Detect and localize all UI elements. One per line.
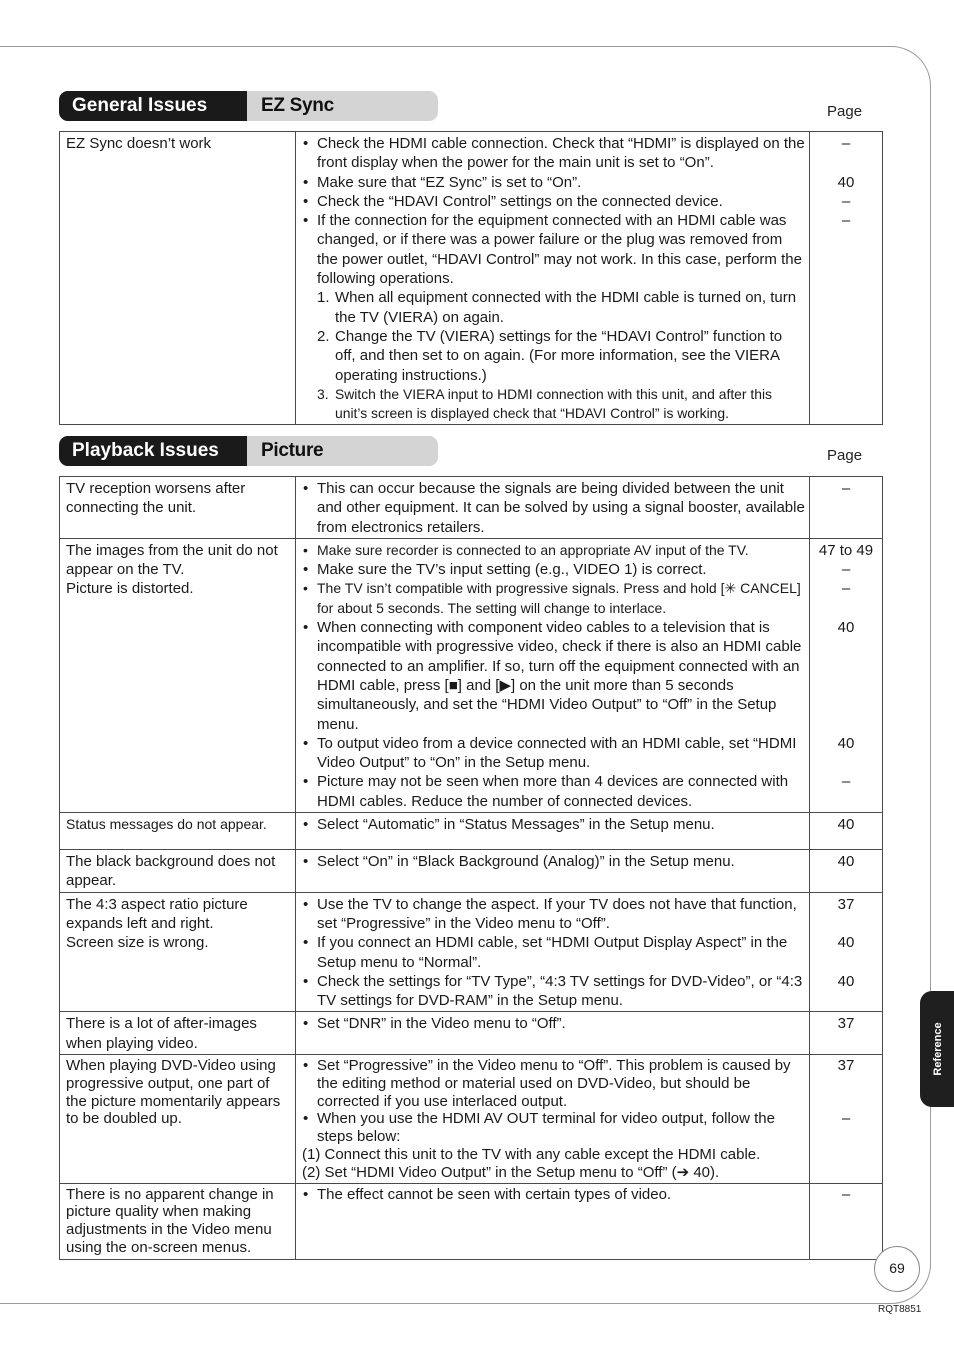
- symptom-text: The black background does not appear.: [66, 853, 276, 890]
- page-cell: [810, 1012, 883, 1055]
- table-row: [60, 132, 883, 425]
- page-ref: [812, 695, 880, 714]
- symptom-cell: [60, 1183, 296, 1259]
- symptom-text: TV reception worsens after connecting the unit.: [66, 480, 246, 517]
- solution-item: • The TV isn’t compatible with progressive signals. Press and hold [✳ CANCEL] for about 5 seconds. The setting will change to interlace.: [302, 579, 805, 618]
- page-ref: 47 to 49: [818, 541, 874, 559]
- section-subcategory: EZ Sync: [261, 95, 334, 116]
- solution-cell: [296, 477, 810, 539]
- page-ref: [812, 599, 880, 618]
- section-category: General Issues: [59, 91, 247, 121]
- page-ref: 40: [837, 816, 855, 834]
- page-cell: [810, 477, 883, 539]
- symptom-text: The images from the unit do not appear on the TV.: [66, 541, 278, 579]
- table-row: [60, 1055, 883, 1184]
- page-ref: 40: [837, 173, 855, 191]
- page-ref: –: [841, 135, 851, 152]
- symptom-cell: [60, 1012, 296, 1055]
- table-row: [60, 850, 883, 893]
- page-ref: [812, 637, 880, 656]
- ez-sync-table: [59, 131, 883, 425]
- solution-item-text: • When you use the HDMI AV OUT terminal for video output, follow the steps below:: [317, 1110, 775, 1146]
- solution-cell: [296, 813, 810, 850]
- page-ref: [812, 676, 880, 695]
- page-number: 69: [874, 1246, 920, 1292]
- solution-cell: [296, 1055, 810, 1184]
- solution-cell: [296, 1012, 810, 1055]
- solution-list: [302, 1014, 805, 1033]
- symptom-text: When playing DVD-Video using progressive output, one part of the picture momentarily appears to be doubled up.: [66, 1057, 281, 1128]
- page-ref: 37: [837, 1057, 855, 1075]
- page-ref: –: [841, 480, 851, 497]
- symptom-text: There is a lot of after-images when playing video.: [66, 1015, 257, 1052]
- solution-item: • Select “Automatic” in “Status Messages” in the Setup menu.: [302, 815, 805, 834]
- step-text: Switch the VIERA input to HDMI connection with this unit, and after this unit’s screen is displayed check that “HDAVI Control” is working.: [335, 385, 772, 422]
- symptom-text: Status messages do not appear.: [66, 816, 267, 833]
- symptom-cell: [60, 850, 296, 893]
- solution-item: • Set “Progressive” in the Video menu to “Off”. This problem is caused by the editing method or material used on DVD-Video, but should be corrected if you use interlaced output.: [302, 1057, 805, 1110]
- solution-list: [302, 1057, 805, 1146]
- page-ref: –: [841, 212, 851, 230]
- page-ref: [812, 1093, 880, 1111]
- table-row: [60, 1012, 883, 1055]
- table-row: [60, 538, 883, 812]
- table-row: [60, 892, 883, 1012]
- page-ref: [812, 715, 880, 734]
- page-ref: –: [841, 773, 851, 791]
- solution-item: • Set “DNR” in the Video menu to “Off”.: [302, 1014, 805, 1033]
- table-row: [60, 813, 883, 850]
- page-ref: [812, 657, 880, 676]
- symptom-cell: [60, 477, 296, 539]
- solution-list: [302, 815, 805, 834]
- sub-step-line: (2) Set “HDMI Video Output” in the Setup menu to “Off” (➔ 40).: [302, 1163, 720, 1181]
- solution-list: [302, 852, 805, 871]
- page-ref: 37: [837, 895, 855, 913]
- page-cell: [810, 1055, 883, 1184]
- page-ref: [812, 953, 880, 972]
- solution-list: [302, 541, 805, 811]
- page-cell: [810, 538, 883, 812]
- step-item: [317, 385, 805, 424]
- solution-item: • Make sure the TV’s input setting (e.g., VIDEO 1) is correct.: [302, 560, 805, 579]
- solution-item: • Use the TV to change the aspect. If your TV does not have that function, set “Progressive” in the Video menu to “Off”.: [302, 895, 805, 934]
- page-ref: –: [841, 580, 851, 598]
- solution-item: • Select “On” in “Black Background (Analog)” in the Setup menu.: [302, 852, 805, 871]
- solution-cell: [296, 1183, 810, 1259]
- solution-item: • Check the “HDAVI Control” settings on the connected device.: [302, 192, 805, 211]
- document-code: RQT8851: [878, 1304, 922, 1315]
- page-cell: [810, 850, 883, 893]
- step-item: [317, 327, 805, 385]
- page-ref: 40: [837, 619, 855, 637]
- solution-item-text: • If the connection for the equipment connected with an HDMI cable was changed, or if there was a power failure or the plug was removed from the power outlet, “HDAVI Control” may not work. In this case, perform the following operations.: [317, 212, 802, 288]
- solution-list: [302, 1186, 805, 1204]
- section-category: Playback Issues: [59, 436, 247, 466]
- page-ref: –: [841, 192, 851, 210]
- symptom-text: Screen size is wrong.: [66, 934, 209, 952]
- picture-table: [59, 476, 883, 1260]
- page-ref: 40: [837, 934, 855, 952]
- symptom-text: The 4:3 aspect ratio picture expands left and right.: [66, 895, 248, 932]
- steps-list: [317, 288, 805, 423]
- page-ref: [812, 153, 880, 172]
- section-subcategory: Picture: [261, 440, 324, 461]
- section-header-general-issues: [59, 91, 438, 121]
- page-ref: [812, 753, 880, 772]
- page-ref: 40: [837, 972, 855, 990]
- step-text: Change the TV (VIERA) settings for the “HDAVI Control” function to off, and then set to on again. (For more information, see the VIERA operating instructions.): [335, 327, 783, 384]
- symptom-cell: [60, 813, 296, 850]
- solution-item: • When connecting with component video cables to a television that is incompatible with progressive video, check if there is also an HDMI cable connected to an amplifier. If so, turn off the equipment connected with an HDMI cable, press [■] and [▶] on the unit more than 5 seconds simultaneously, and set the “HDMI Video Output” to “Off” in the Setup menu.: [302, 618, 805, 734]
- solution-cell: [296, 850, 810, 893]
- solution-item: [302, 1110, 805, 1146]
- table-row: [60, 477, 883, 539]
- sub-step-line: (1) Connect this unit to the TV with any cable except the HDMI cable.: [302, 1146, 761, 1163]
- page-ref: 40: [837, 734, 855, 752]
- solution-cell: [296, 892, 810, 1012]
- solution-item: • Make sure that “EZ Sync” is set to “On”.: [302, 173, 805, 192]
- side-tab-label: Reference: [932, 1022, 944, 1076]
- page-column-label: Page: [827, 447, 863, 464]
- step-text: When all equipment connected with the HDMI cable is turned on, turn the TV (VIERA) on again.: [335, 289, 797, 326]
- step-item: [317, 288, 805, 327]
- table-row: [60, 1183, 883, 1259]
- solution-cell: [296, 132, 810, 425]
- solution-item: [302, 211, 805, 423]
- page-ref: [812, 914, 880, 933]
- symptom-cell: [60, 132, 296, 425]
- symptom-cell: [60, 1055, 296, 1184]
- solution-list: [302, 895, 805, 1011]
- page-cell: [810, 892, 883, 1012]
- page-ref: –: [841, 1110, 851, 1128]
- page-cell: [810, 813, 883, 850]
- page-ref: –: [841, 561, 851, 579]
- symptom-cell: [60, 538, 296, 812]
- step-number: 3.: [317, 385, 329, 402]
- solution-item: • To output video from a device connected with an HDMI cable, set “HDMI Video Output” to “On” in the Setup menu.: [302, 734, 805, 773]
- symptom-text: There is no apparent change in picture quality when making adjustments in the Video menu using the on-screen menus.: [66, 1185, 274, 1256]
- solution-list: [302, 134, 805, 423]
- page-ref: 37: [837, 1015, 855, 1033]
- page-ref: 40: [837, 853, 855, 871]
- solution-item: • This can occur because the signals are being divided between the unit and other equipment. It can be solved by using a signal booster, available from electronics retailers.: [302, 479, 805, 537]
- section-header-playback-issues: [59, 436, 438, 466]
- reference-side-tab: [920, 991, 954, 1107]
- solution-item: • Check the settings for “TV Type”, “4:3 TV settings for DVD-Video”, or “4:3 TV settings for DVD-RAM” in the Setup menu.: [302, 972, 805, 1011]
- symptom-text: Picture is distorted.: [66, 580, 194, 598]
- solution-item: • Check the HDMI cable connection. Check that “HDMI” is displayed on the front display when the power for the main unit is set to “On”.: [302, 134, 805, 173]
- solution-cell: [296, 538, 810, 812]
- page-ref: [812, 1075, 880, 1093]
- solution-item: • Picture may not be seen when more than 4 devices are connected with HDMI cables. Reduce the number of connected devices.: [302, 772, 805, 811]
- symptom-cell: [60, 892, 296, 1012]
- solution-item: • If you connect an HDMI cable, set “HDMI Output Display Aspect” in the Setup menu to “Normal”.: [302, 933, 805, 972]
- page-column-label: Page: [827, 103, 863, 120]
- solution-item: • The effect cannot be seen with certain types of video.: [302, 1186, 805, 1204]
- solution-list: [302, 479, 805, 537]
- page-ref: –: [841, 1185, 851, 1203]
- page-cell: [810, 132, 883, 425]
- symptom-text: EZ Sync doesn’t work: [66, 135, 212, 152]
- step-number: 2.: [317, 327, 330, 345]
- step-number: 1.: [317, 289, 330, 307]
- solution-item: • Make sure recorder is connected to an appropriate AV input of the TV.: [302, 541, 805, 560]
- page-cell: [810, 1183, 883, 1259]
